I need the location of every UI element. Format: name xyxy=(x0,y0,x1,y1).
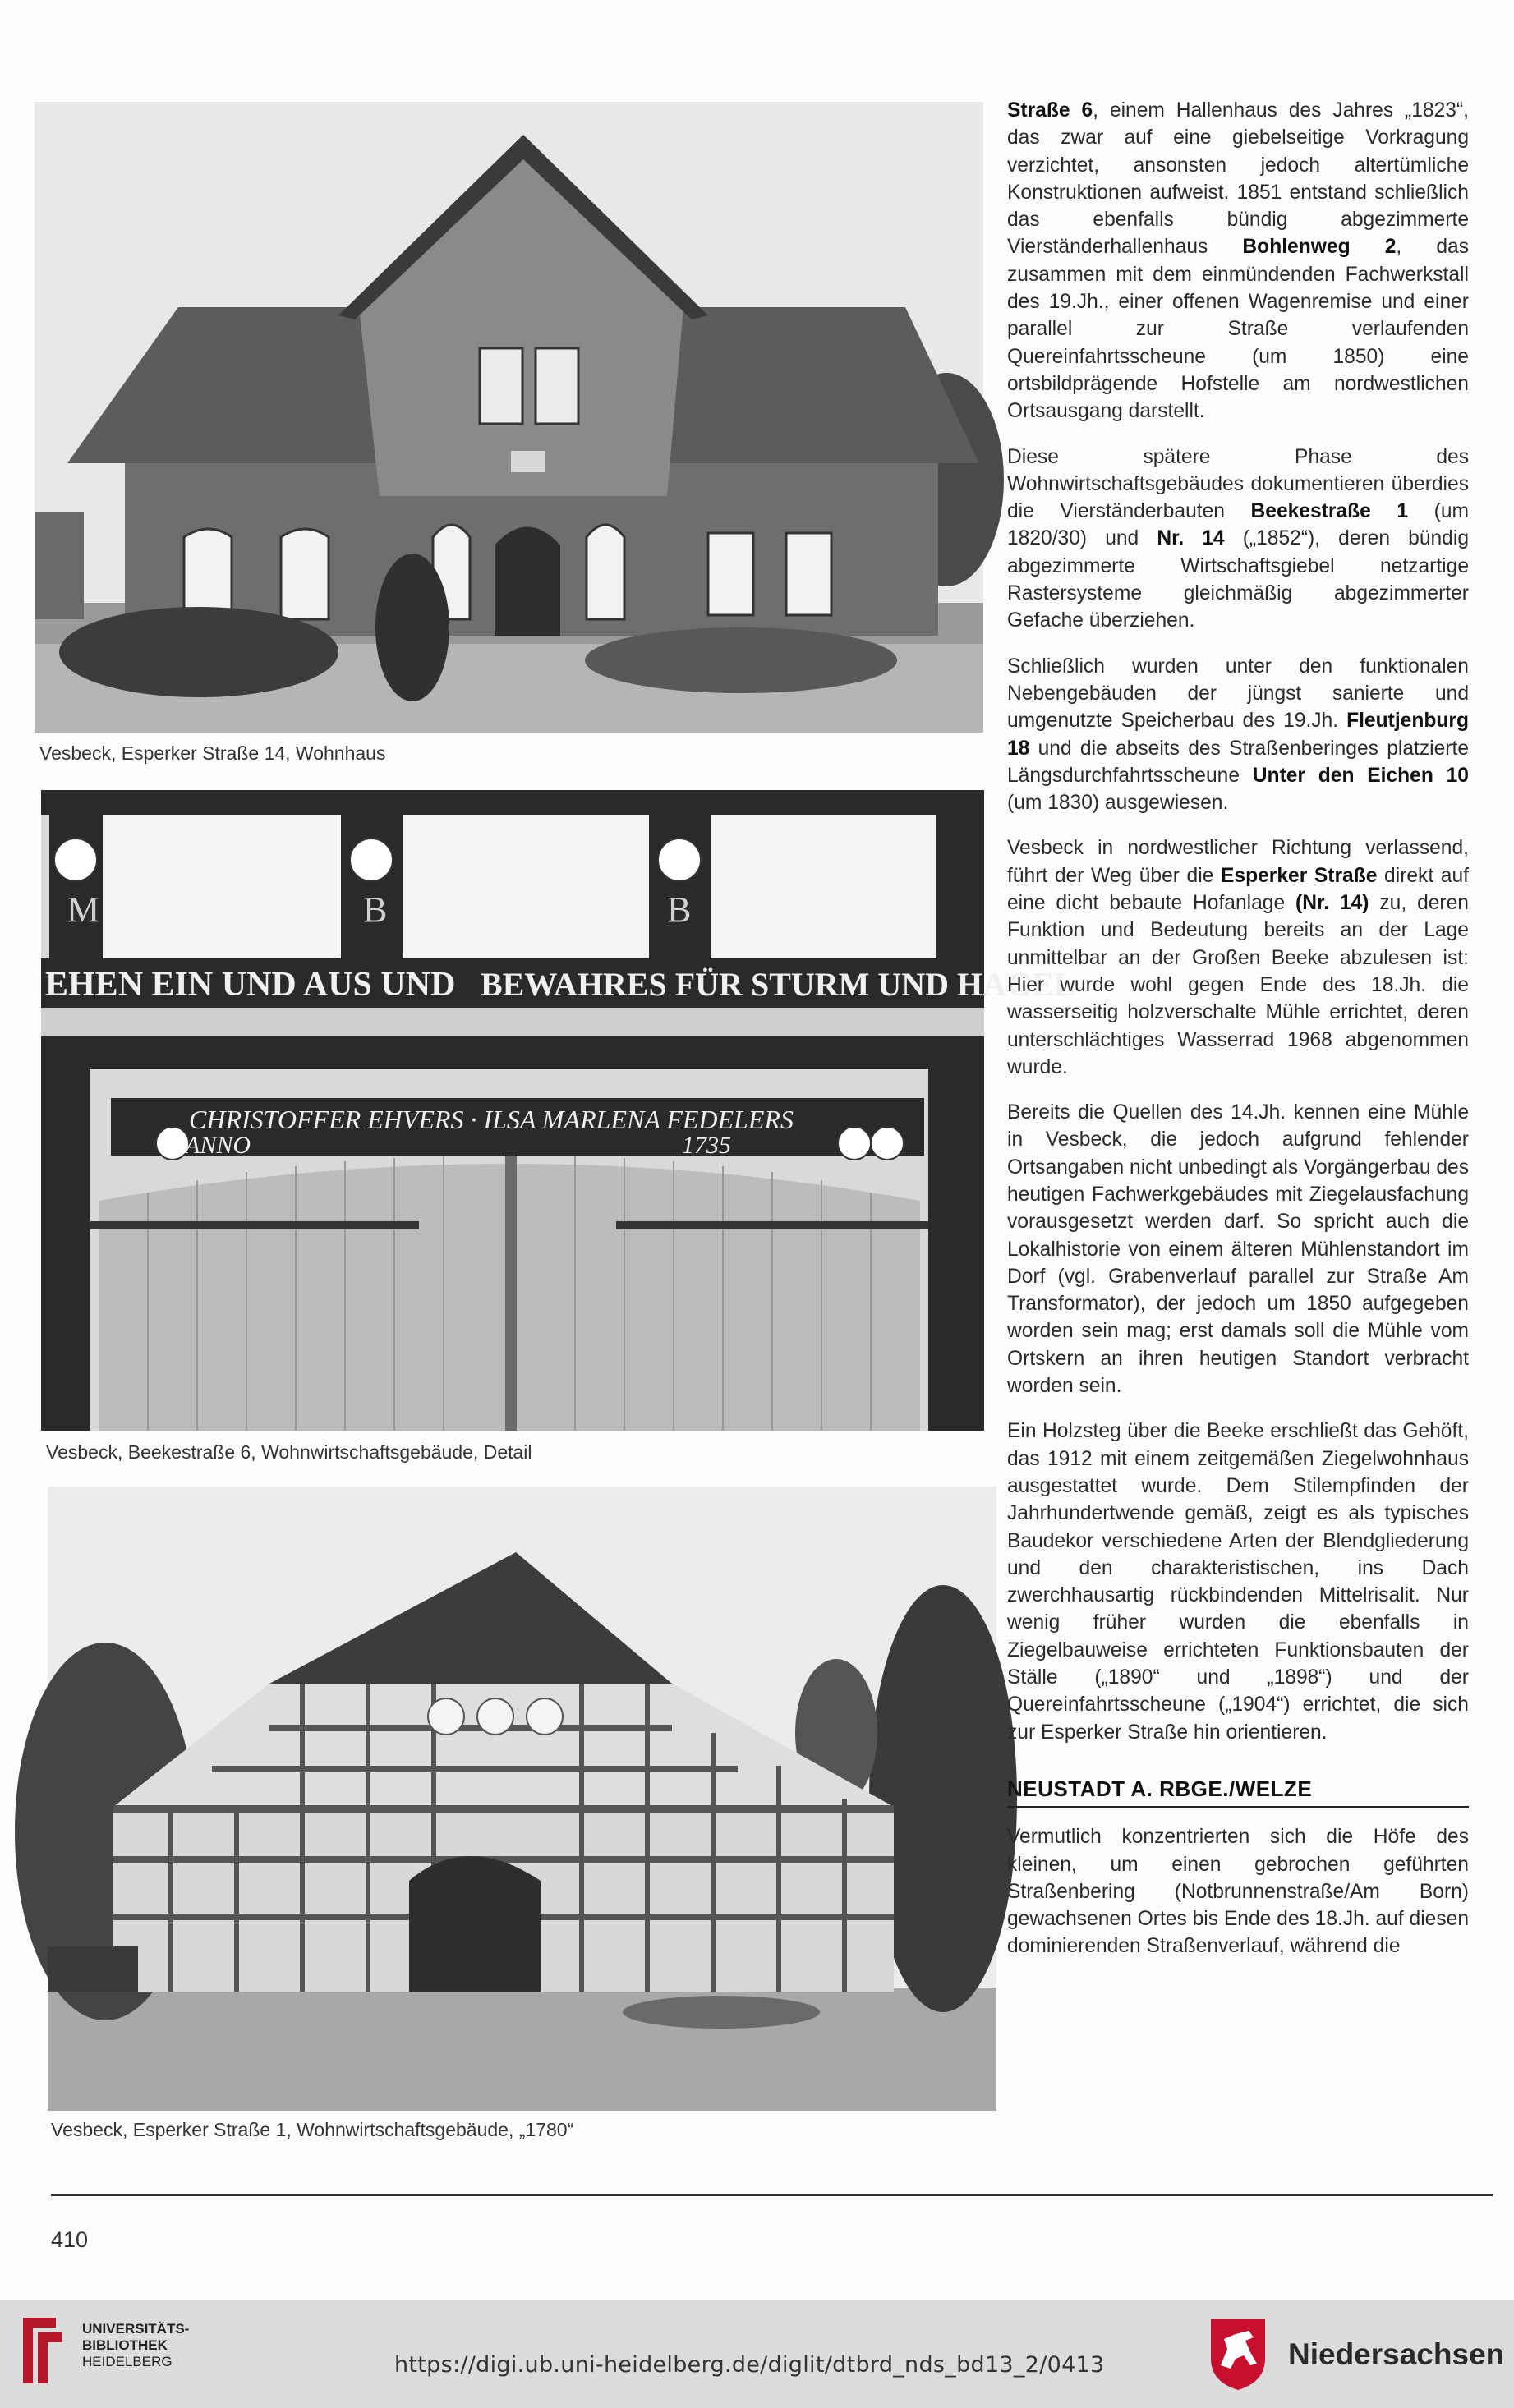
paragraph-6: Ein Holzsteg über die Beeke erschließt das Gehöft, das 1912 mit einem zeitgemäßen Ziegelwohnhaus ausgestattet wurde. Dem Stilempfinden der Jahrhundertwende gemäß, zeigt es als typisches Baudekor verschiedene Arten der Blendgliederung und den charakteristischen, ins Dach zwerchhausartig rückbindenden Mittelrisalit. Nur wenig früher wurden die ebenfalls in Ziegelbauweise errichteten Funktionsbauten der Ställe („1890“ und „1898“) und der Quereinfahrtsscheune („1904“) errichtet, die sich zur Esperker Straße hin orientieren. xyxy=(1007,1420,1469,1744)
paragraph-3: Schließlich wurden unter den funktionalen Nebengebäuden der jüngst sanierte und umgenutzte Speicherbau des 19.Jh. Fleutjenburg 18 und die abseits des Straßenberinges platzierte Längsdurchfahrtsscheune Unter den Eichen 10 (um 1830) ausgewiesen. xyxy=(1007,655,1469,815)
names-inscription: CHRISTOFFER EHVERS · ILSA MARLENA FEDELERS xyxy=(189,1105,794,1134)
footer-rule xyxy=(51,2194,1493,2196)
document-url[interactable]: https://digi.ub.uni-heidelberg.de/diglit/dtbrd_nds_bd13_2/0413 xyxy=(394,2352,1105,2378)
paragraph-1: Straße 6, einem Hallenhaus des Jahres „1823“, das zwar auf eine giebelseitige Vorkragung verzichtet, ansonsten jedoch altertümliche Konstruktionen aufweist. 1851 entstand schließlich das ebenfalls bündig abgezimmerte Vierständerhallenhaus Bohlenweg 2, das zusammen mit dem einmündenden Fachwerkstall des 19.Jh., einer offenen Wagenremise und einer parallel zur Straße verlaufenden Quereinfahrtsscheune (um 1850) eine ortsbildprägende Hofstelle am nordwestlichen Ortsausgang darstellt. xyxy=(1007,99,1469,423)
paragraph-2: Diese spätere Phase des Wohnwirtschaftsgebäudes dokumentieren überdies die Vierständerbauten Beekestraße 1 (um 1820/30) und Nr. 14 („1852“), deren bündig abgezimmerte Wirtschaftsgiebel netzartige Rastersysteme gleichmäßig abgezimmerter Gefache überziehen. xyxy=(1007,445,1470,632)
beam-letter-1: M xyxy=(67,889,100,930)
paragraph-4: Vesbeck in nordwestlicher Richtung verlassend, führt der Weg über die Esperker Straße direkt auf eine dicht bebaute Hofanlage (Nr. 14) zu, deren Funktion und Bedeutung bereits an der Lage unmittelbar an der Großen Beeke abzulesen ist: Hier wurde wohl gegen Ende des 18.Jh. die wasserseitig holzverschalte Mühle errichtet, deren unterschlächtiges Wasserrad 1968 abgenommen wurde. xyxy=(1007,837,1469,1078)
beam-letter-2: B xyxy=(363,889,388,930)
paragraph-7: Vermutlich konzentrierten sich die Höfe des kleinen, um einen gebrochen geführten Straßenbering (Notbrunnenstraße/Am Born) gewachsenen Ortes bis Ende des 18.Jh. auf diesen dominierenden Straßenverlauf, während die xyxy=(1007,1826,1469,1958)
text-column xyxy=(1007,97,1469,1978)
ub-heidelberg-label[interactable]: UNIVERSITÄTS- BIBLIOTHEK HEIDELBERG xyxy=(82,2321,190,2369)
photo-caption-1: Vesbeck, Esperker Straße 14, Wohnhaus xyxy=(39,742,386,764)
niedersachsen-label[interactable]: Niedersachsen xyxy=(1288,2337,1505,2371)
ub-heidelberg-logo-icon[interactable] xyxy=(15,2309,69,2392)
anno-inscription: ANNO xyxy=(185,1132,251,1159)
photo-beekestrasse-6-detail xyxy=(41,790,1076,1431)
beam-inscription-1: EHEN EIN UND AUS UND xyxy=(45,966,456,1004)
page-number: 410 xyxy=(51,2227,89,2252)
year-inscription: 1735 xyxy=(682,1132,731,1159)
niedersachsen-horse-icon[interactable] xyxy=(1208,2316,1268,2392)
section-heading: NEUSTADT A. RBGE./WELZE xyxy=(1007,1776,1469,1808)
photo-esperker-strasse-1 xyxy=(48,1487,996,2111)
beam-inscription-2: BEWAHRES FÜR STURM UND HAGEL xyxy=(481,966,1076,1003)
beam-letter-3: B xyxy=(667,889,692,930)
photo-esperker-strasse-14 xyxy=(35,102,983,733)
photo-caption-2: Vesbeck, Beekestraße 6, Wohnwirtschaftsgebäude, Detail xyxy=(46,1441,532,1463)
photo-caption-3: Vesbeck, Esperker Straße 1, Wohnwirtschaftsgebäude, „1780“ xyxy=(51,2119,574,2140)
paragraph-5: Bereits die Quellen des 14.Jh. kennen eine Mühle in Vesbeck, die jedoch aufgrund fehlender Ortsangaben nicht unbedingt als Vorgängerbau des heutigen Fachwerkgebäudes mit Ziegelausfachung vorausgesetzt werden darf. So spricht auch die Lokalhistorie von einem älteren Mühlenstandort im Dorf (vgl. Grabenverlauf parallel zur Straße Am Transformator), der jedoch um 1850 aufgegeben worden sein mag; erst damals soll die Mühle vom Ortskern an ihren heutigen Standort verbracht worden sein. xyxy=(1007,1101,1469,1398)
